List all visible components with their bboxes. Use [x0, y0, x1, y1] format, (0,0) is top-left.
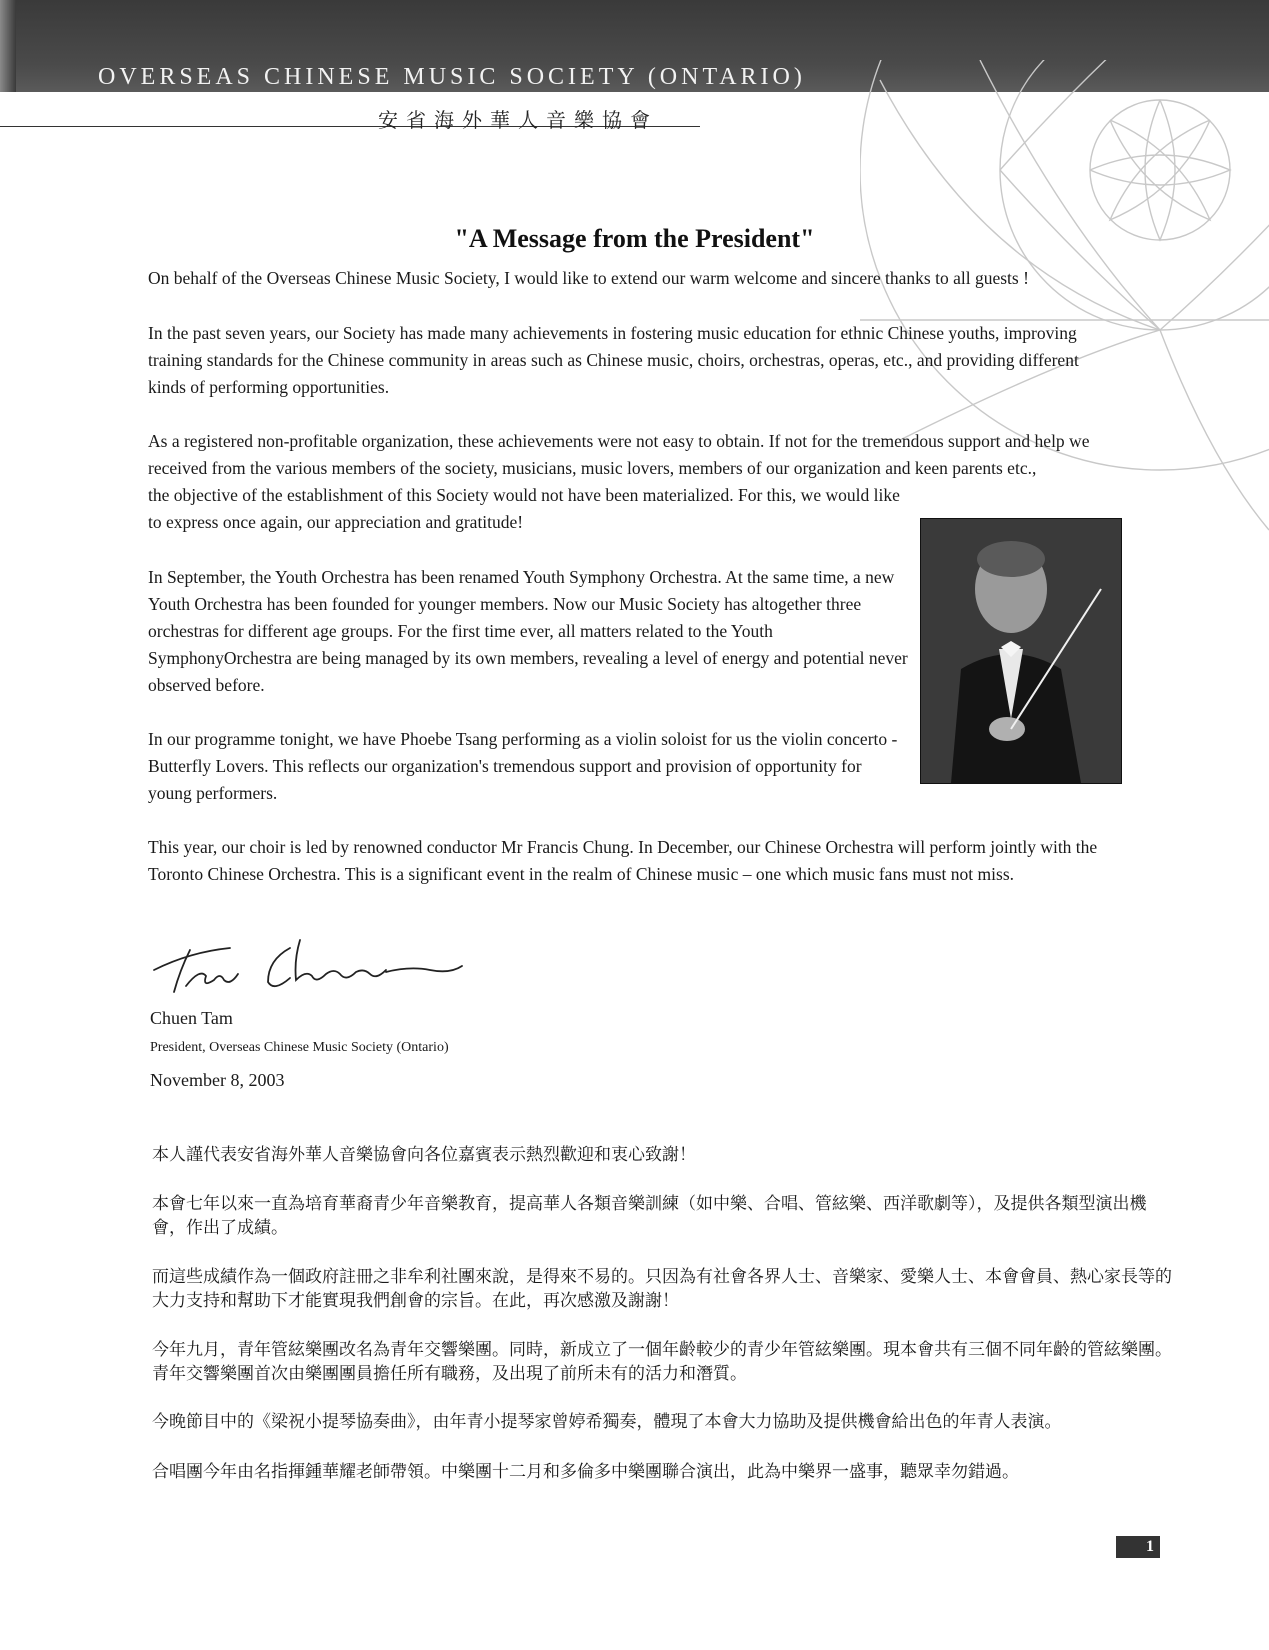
page-title: "A Message from the President"	[454, 224, 815, 253]
paragraph-achievements: In the past seven years, our Society has made many achievements in fostering music education for ethnic Chinese youths, improving training standards for the Chinese community in areas such as Chinese music, choirs, orchestras, operas, etc., and providing different kinds of performing opportunities.	[148, 323, 1079, 397]
signer-position: President, Overseas Chinese Music Society (Ontario)	[150, 1040, 449, 1055]
org-name-chinese: 安省海外華人音樂協會	[378, 108, 658, 132]
paragraph-support: As a registered non-profitable organization, these achievements were not easy to obtain. If not for the tremendous support and help we received from the various members of the society, musicians, music lovers, members of our organization and keen parents etc.,	[148, 431, 1090, 478]
page-number: 1	[1116, 1536, 1160, 1558]
signer-name: Chuen Tam	[150, 1008, 233, 1028]
paragraph-zh-programme: 今晚節目中的《梁祝小提琴協奏曲》，由年青小提琴家曾婷希獨奏，體現了本會大力協助及提供機會給出色的年青人表演。	[152, 1412, 1062, 1432]
paragraph-zh-achievements: 本會七年以來一直為培育華裔青少年音樂教育，提高華人各類音樂訓練（如中樂、合唱、管絃樂、西洋歌劇等），及提供各類型演出機會，作出了成績。	[152, 1194, 1147, 1238]
paragraph-zh-welcome: 本人謹代表安省海外華人音樂協會向各位嘉賓表示熱烈歡迎和衷心致謝！	[152, 1145, 696, 1165]
paragraph-zh-orchestras: 今年九月，青年管絃樂團改名為青年交響樂團。同時，新成立了一個年齡較少的青少年管絃樂團。現本會共有三個不同年齡的管絃樂團。青年交響樂團首次由樂團團員擔任所有職務，及出現了前所未有的活力和潛質。	[152, 1340, 1172, 1384]
paragraph-gratitude: the objective of the establishment of this Society would not have been materialized. For this, we would like to express once again, our appreciation and gratitude!	[148, 485, 900, 532]
banner-edge	[0, 0, 16, 92]
paragraph-zh-choir: 合唱團今年由名指揮鍾華耀老師帶領。中樂團十二月和多倫多中樂團聯合演出，此為中樂界一盛事，聽眾幸勿錯過。	[152, 1462, 1019, 1482]
paragraph-orchestras: In September, the Youth Orchestra has been renamed Youth Symphony Orchestra. At the same time, a new Youth Orchestra has been founded for younger members. Now our Music Society has altogether three orchestras for different age groups. For the first time ever, all matters related to the Youth SymphonyOrchestra are being managed by its own members, revealing a level of energy and potential never observed before.	[148, 567, 908, 695]
paragraph-zh-support: 而這些成績作為一個政府註冊之非牟利社團來說，是得來不易的。只因為有社會各界人士、音樂家、愛樂人士、本會會員、熱心家長等的大力支持和幫助下才能實現我們創會的宗旨。在此，再次感激及謝謝！	[152, 1267, 1172, 1311]
paragraph-programme: In our programme tonight, we have Phoebe Tsang performing as a violin soloist for us the violin concerto - Butterfly Lovers. This reflects our organization's tremendous support and provision of opportunity for young performers.	[148, 729, 898, 803]
paragraph-welcome: On behalf of the Overseas Chinese Music Society, I would like to extend our warm welcome and sincere thanks to all guests !	[148, 268, 1029, 288]
org-name-english: OVERSEAS CHINESE MUSIC SOCIETY (ONTARIO)	[98, 64, 806, 90]
paragraph-choir: This year, our choir is led by renowned conductor Mr Francis Chung. In December, our Chinese Orchestra will perform jointly with the Toronto Chinese Orchestra. This is a significant event in the realm of Chinese music – one which music fans must not miss.	[148, 837, 1098, 884]
president-photo	[920, 518, 1122, 784]
president-signature	[150, 930, 470, 1000]
letter-date: November 8, 2003	[150, 1070, 285, 1090]
